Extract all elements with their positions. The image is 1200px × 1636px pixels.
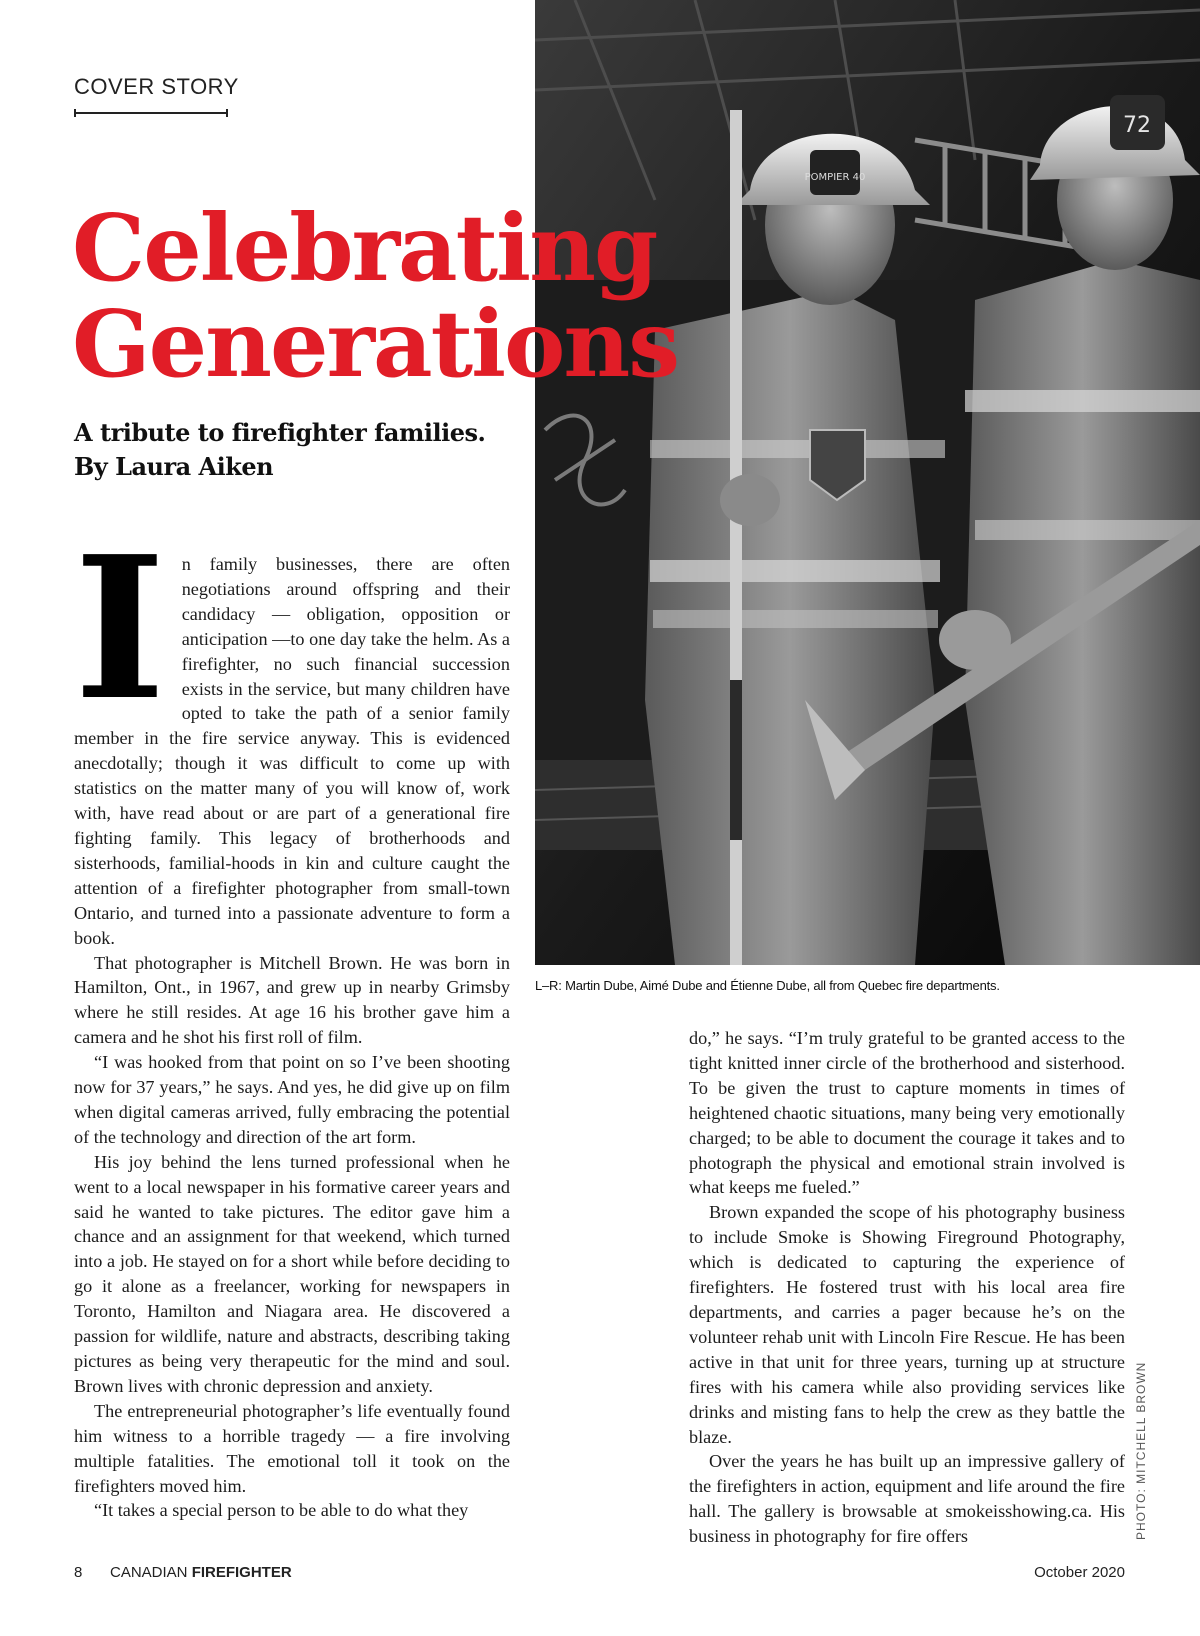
headline-line-1: Celebrating (72, 194, 657, 302)
article-deck: A tribute to firefighter families. By Laura Aiken (74, 418, 486, 481)
issue-date: October 2020 (1034, 1564, 1125, 1581)
headline-line-2: Generations (72, 290, 679, 398)
magazine-title: FIREFIGHTER (191, 1564, 292, 1581)
article-paragraph: Over the years he has built up an impressive gallery of the firefighters in action, equipment and life around the fire hall. The gallery is browsable at smokeisshowing.ca. His business in photography for fire offers (689, 1451, 1125, 1547)
article-paragraph: do,” he says. “I’m truly grateful to be granted access to the tight knitted inner circle of the brotherhood and sisterhood. To be given the trust to capture moments in times of heightened chaotic situations, many being very emotionally charged; to be able to document the courage it takes and to photograph the physical and emotional strain involved is what keeps me fueled.” (689, 1028, 1125, 1198)
article-paragraph: “It takes a special person to be able to do what they (94, 1500, 469, 1521)
magazine-prefix: CANADIAN (110, 1564, 188, 1581)
drop-cap: I (74, 514, 166, 744)
cover-photo (535, 0, 1200, 965)
article-paragraph: Brown expanded the scope of his photography business to include Smoke is Showing Fireground Photography, which is dedicated to capturing the experience of firefighters. He fostered trust with his local area fire departments, and carries a pager because he’s on the volunteer rehab unit with Lincoln Fire Rescue. He has been active in that unit for three years, turning up at structure fires with his camera while also providing services like drinks and misting fans to help the crew as they battle the blaze. (689, 1202, 1125, 1447)
section-label: COVER STORY (74, 74, 239, 99)
magazine-name (110, 1564, 292, 1581)
firefighters-photo-illustration (535, 0, 1200, 965)
article-paragraph: The entrepreneurial photographer’s life eventually found him witness to a horrible tragedy — a fire involving multiple fatalities. The emotional toll it took on the firefighters moved him. (74, 1400, 510, 1496)
article-paragraph (74, 514, 510, 951)
section-divider (74, 112, 228, 114)
article-column-right (689, 1026, 1125, 1549)
helmet-right-label: 72 (1123, 113, 1151, 138)
article-paragraph: “I was hooked from that point on so I’ve been shooting now for 37 years,” he says. And yes, he did give up on film when digital cameras arrived, fully embracing the potential of the technology and direction of the art form. (74, 1052, 510, 1147)
photo-caption: L–R: Martin Dube, Aimé Dube and Étienne Dube, all from Quebec fire departments. (535, 978, 1000, 993)
paragraph-text: n family businesses, there are often negotiations around offspring and their candidacy — obligation, opposition or anticipation —to one day take the helm. As a firefighter, no such financial succession exists in the service, but many children have opted to take the path of a senior family member in the fire service anyway. This is evidenced anecdotally; though it was difficult to come up with statistics on the matter many of you will know of, work with, have read about or are part of a generational fire fighting family. This legacy of brotherhoods and sisterhoods, familial-hoods in kin and culture caught the attention of a firefighter photographer from small-town Ontario, and turned into a passionate adventure to form a book. (74, 554, 510, 948)
article-paragraph: His joy behind the lens turned professional when he went to a local newspaper in his formative career years and said he wanted to take pictures. The editor gave him a chance and an assignment for that weekend, which turned into a job. He stayed on for a short while before deciding to go it alone as a freelancer, working for newspapers in Toronto, Hamilton and Niagara area. He discovered a passion for wildlife, nature and abstracts, describing taking pictures as being very therapeutic for the mind and soul. Brown lives with chronic depression and anxiety. (74, 1151, 510, 1396)
photo-credit: PHOTO: MITCHELL BROWN (1134, 1361, 1148, 1540)
article-paragraph: That photographer is Mitchell Brown. He was born in Hamilton, Ont., in 1967, and grew up in nearby Grimsby where he still resides. At age 16 his brother gave him a camera and he shot his first roll of film. (74, 952, 510, 1048)
page-number: 8 (74, 1564, 83, 1581)
article-column-left (74, 514, 510, 1523)
article-headline (72, 194, 792, 398)
helmet-left-label: POMPIER 40 (804, 172, 866, 183)
